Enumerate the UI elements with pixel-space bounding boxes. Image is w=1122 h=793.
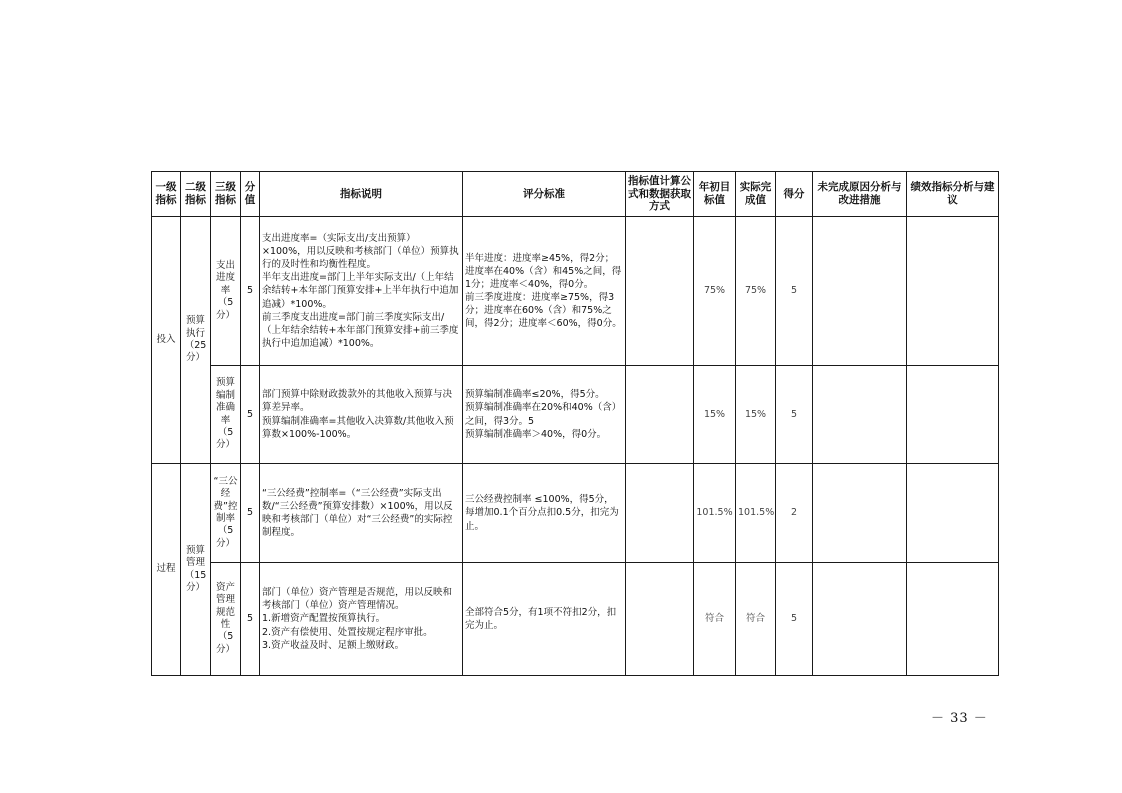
formula-cell [626, 563, 694, 676]
level1-cell: 投入 [152, 217, 181, 464]
points-cell: 5 [241, 217, 260, 366]
analysis-cell [907, 217, 999, 366]
level3-cell: 支出进度率（5分） [211, 217, 241, 366]
target-cell: 15% [694, 366, 736, 464]
points-cell: 5 [241, 464, 260, 563]
score-cell: 2 [776, 464, 813, 563]
table-row [152, 464, 999, 563]
description-cell: 支出进度率=（实际支出/支出预算）×100%，用以反映和考核部门（单位）预算执行的及时性和均衡性程度。 半年支出进度=部门上半年实际支出/（上年结余结转+本年部门预算安排+上半年执行中追加追减）*100%。 前三季度支出进度=部门前三季度实际支出/（上年结余结转+本年部门预算安排+前三季度执行中追加追减）*100%。 [260, 217, 463, 366]
formula-cell [626, 217, 694, 366]
target-cell: 101.5% [694, 464, 736, 563]
header-formula: 指标值计算公式和数据获取方式 [626, 172, 694, 217]
criteria-cell: 半年进度：进度率≥45%，得2分；进度率在40%（含）和45%之间，得1分；进度率＜40%，得0分。 前三季度进度：进度率≥75%，得3分；进度率在60%（含）和75%之间，得2分；进度率＜60%，得0分。 [463, 217, 626, 366]
criteria-cell: 全部符合5分，有1项不符扣2分，扣完为止。 [463, 563, 626, 676]
criteria-cell: 三公经费控制率 ≤100%，得5分，每增加0.1个百分点扣0.5分，扣完为止。 [463, 464, 626, 563]
table-row [152, 217, 999, 366]
score-cell: 5 [776, 217, 813, 366]
table-header-row [152, 172, 999, 217]
score-cell: 5 [776, 563, 813, 676]
reason-cell [813, 366, 907, 464]
analysis-cell [907, 563, 999, 676]
header-score: 得分 [776, 172, 813, 217]
reason-cell [813, 563, 907, 676]
level3-cell: 资产管理规范性（5分） [211, 563, 241, 676]
criteria-cell: 预算编制准确率≤20%，得5分。 预算编制准确率在20%和40%（含）之间，得3分。5 预算编制准确率＞40%，得0分。 [463, 366, 626, 464]
table-row [152, 563, 999, 676]
description-cell: 部门（单位）资产管理是否规范，用以反映和考核部门（单位）资产管理情况。 1.新增资产配置按预算执行。 2.资产有偿使用、处置按规定程序审批。 3.资产收益及时、足额上缴财政。 [260, 563, 463, 676]
analysis-cell [907, 366, 999, 464]
header-actual: 实际完成值 [736, 172, 776, 217]
header-level2: 二级指标 [181, 172, 211, 217]
actual-cell: 15% [736, 366, 776, 464]
actual-cell: 101.5% [736, 464, 776, 563]
level1-cell: 过程 [152, 464, 181, 676]
header-reason: 未完成原因分析与改进措施 [813, 172, 907, 217]
level2-cell: 预算执行（25分） [181, 217, 211, 464]
header-points: 分值 [241, 172, 260, 217]
header-target: 年初目标值 [694, 172, 736, 217]
target-cell: 75% [694, 217, 736, 366]
reason-cell [813, 217, 907, 366]
header-description: 指标说明 [260, 172, 463, 217]
level3-cell: “三公经费”控制率（5分） [211, 464, 241, 563]
actual-cell: 符合 [736, 563, 776, 676]
points-cell: 5 [241, 563, 260, 676]
target-cell: 符合 [694, 563, 736, 676]
formula-cell [626, 464, 694, 563]
performance-indicator-table [151, 171, 999, 676]
actual-cell: 75% [736, 217, 776, 366]
level2-cell: 预算管理（15分） [181, 464, 211, 676]
header-criteria: 评分标准 [463, 172, 626, 217]
header-level1: 一级指标 [152, 172, 181, 217]
page-number: － 33 － [931, 711, 988, 726]
header-analysis: 绩效指标分析与建议 [907, 172, 999, 217]
points-cell: 5 [241, 366, 260, 464]
description-cell: 部门预算中除财政拨款外的其他收入预算与决算差异率。 预算编制准确率=其他收入决算数/其他收入预算数×100%-100%。 [260, 366, 463, 464]
formula-cell [626, 366, 694, 464]
description-cell: “三公经费”控制率=（“三公经费”实际支出数/“三公经费”预算安排数）×100%，用以反映和考核部门（单位）对“三公经费”的实际控制程度。 [260, 464, 463, 563]
analysis-cell [907, 464, 999, 563]
score-cell: 5 [776, 366, 813, 464]
reason-cell [813, 464, 907, 563]
table-row [152, 366, 999, 464]
level3-cell: 预算编制准确率（5分） [211, 366, 241, 464]
header-level3: 三级指标 [211, 172, 241, 217]
